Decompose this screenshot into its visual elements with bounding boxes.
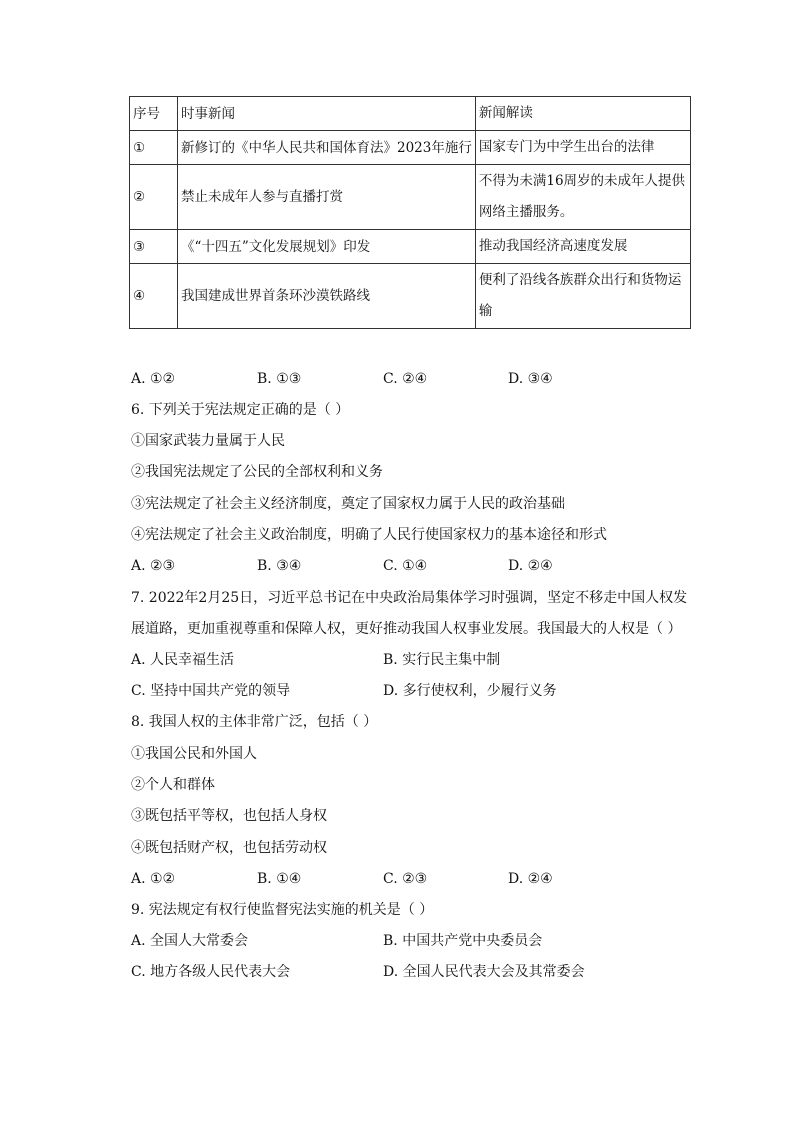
- q8-option-c: C. ②③: [383, 871, 428, 887]
- q8-item-3: ③既包括平等权，也包括人身权: [131, 808, 327, 824]
- q8-item-4: ④既包括财产权，也包括劳动权: [131, 840, 327, 856]
- news-cell: 新修订的《中华人民共和国体育法》2023年施行: [178, 131, 476, 165]
- table-header-row: [130, 97, 691, 131]
- q7-option-d: D. 多行使权利，少履行义务: [383, 683, 557, 699]
- news-table: [129, 96, 691, 329]
- q5-option-a: A. ①②: [131, 371, 176, 387]
- q5-option-c: C. ②④: [383, 371, 428, 387]
- q7-option-a: A. 人民幸福生活: [131, 652, 235, 668]
- q6-option-c: C. ①④: [383, 558, 428, 574]
- q7-stem-line-2: 展道路，更加重视尊重和保障人权，更好推动我国人权事业发展。我国最大的人权是（ ）: [131, 621, 682, 637]
- table-header: 时事新闻: [178, 97, 476, 131]
- q5-option-d: D. ③④: [508, 371, 553, 387]
- q8-option-b: B. ①④: [257, 871, 302, 887]
- q9-option-a: A. 全国人大常委会: [131, 933, 249, 949]
- news-cell: 我国建成世界首条环沙漠铁路线: [178, 264, 476, 329]
- row-number: ①: [130, 131, 178, 165]
- q7-option-b: B. 实行民主集中制: [383, 652, 501, 668]
- row-number: ③: [130, 230, 178, 264]
- row-number: ②: [130, 165, 178, 230]
- interpretation-cell: [475, 230, 690, 264]
- q5-option-b: B. ①③: [257, 371, 302, 387]
- interpretation-line: 不得为未满16周岁的未成年人提供: [478, 173, 686, 189]
- q9-option-b: B. 中国共产党中央委员会: [383, 933, 543, 949]
- q8-option-a: A. ①②: [131, 871, 176, 887]
- q9-option-c: C. 地方各级人民代表大会: [131, 964, 291, 980]
- q7-option-c: C. 坚持中国共产党的领导: [131, 683, 291, 699]
- interpretation-line: 国家专门为中学生出台的法律: [478, 139, 655, 155]
- q6-option-d: D. ②④: [508, 558, 553, 574]
- q6-stem: 6. 下列关于宪法规定正确的是（ ）: [131, 402, 350, 418]
- q8-item-1: ①我国公民和外国人: [131, 746, 257, 762]
- q6-item-3: ③宪法规定了社会主义经济制度，奠定了国家权力属于人民的政治基础: [131, 496, 565, 512]
- interpretation-cell: [475, 165, 690, 230]
- q9-stem: 9. 宪法规定有权行使监督宪法实施的机关是（ ）: [131, 902, 434, 918]
- interpretation-cell: [475, 264, 690, 329]
- news-cell: 《“十四五”文化发展规划》印发: [178, 230, 476, 264]
- q7-stem-line-1: 7. 2022年2月25日，习近平总书记在中央政治局集体学习时强调，坚定不移走中国人权发: [131, 590, 688, 606]
- q8-stem: 8. 我国人权的主体非常广泛，包括（ ）: [131, 714, 378, 730]
- table-row: [130, 264, 691, 329]
- q6-option-b: B. ③④: [257, 558, 302, 574]
- q6-item-4: ④宪法规定了社会主义政治制度，明确了人民行使国家权力的基本途径和形式: [131, 527, 607, 543]
- q8-option-d: D. ②④: [508, 871, 553, 887]
- interpretation-line: 输: [478, 303, 493, 319]
- q6-item-2: ②我国宪法规定了公民的全部权利和义务: [131, 464, 383, 480]
- table-row: [130, 165, 691, 230]
- table-row: [130, 230, 691, 264]
- q6-item-1: ①国家武装力量属于人民: [131, 433, 285, 449]
- news-cell: 禁止未成年人参与直播打赏: [178, 165, 476, 230]
- table-header: 新闻解读: [475, 97, 690, 131]
- q9-option-d: D. 全国人民代表大会及其常委会: [383, 964, 585, 980]
- table-header: 序号: [130, 97, 178, 131]
- q8-item-2: ②个人和群体: [131, 777, 215, 793]
- q6-option-a: A. ②③: [131, 558, 176, 574]
- table-row: [130, 131, 691, 165]
- interpretation-line: 网络主播服务。: [478, 204, 574, 220]
- interpretation-line: 便利了沿线各族群众出行和货物运: [478, 272, 682, 288]
- interpretation-cell: [475, 131, 690, 165]
- interpretation-line: 推动我国经济高速度发展: [478, 238, 628, 254]
- row-number: ④: [130, 264, 178, 329]
